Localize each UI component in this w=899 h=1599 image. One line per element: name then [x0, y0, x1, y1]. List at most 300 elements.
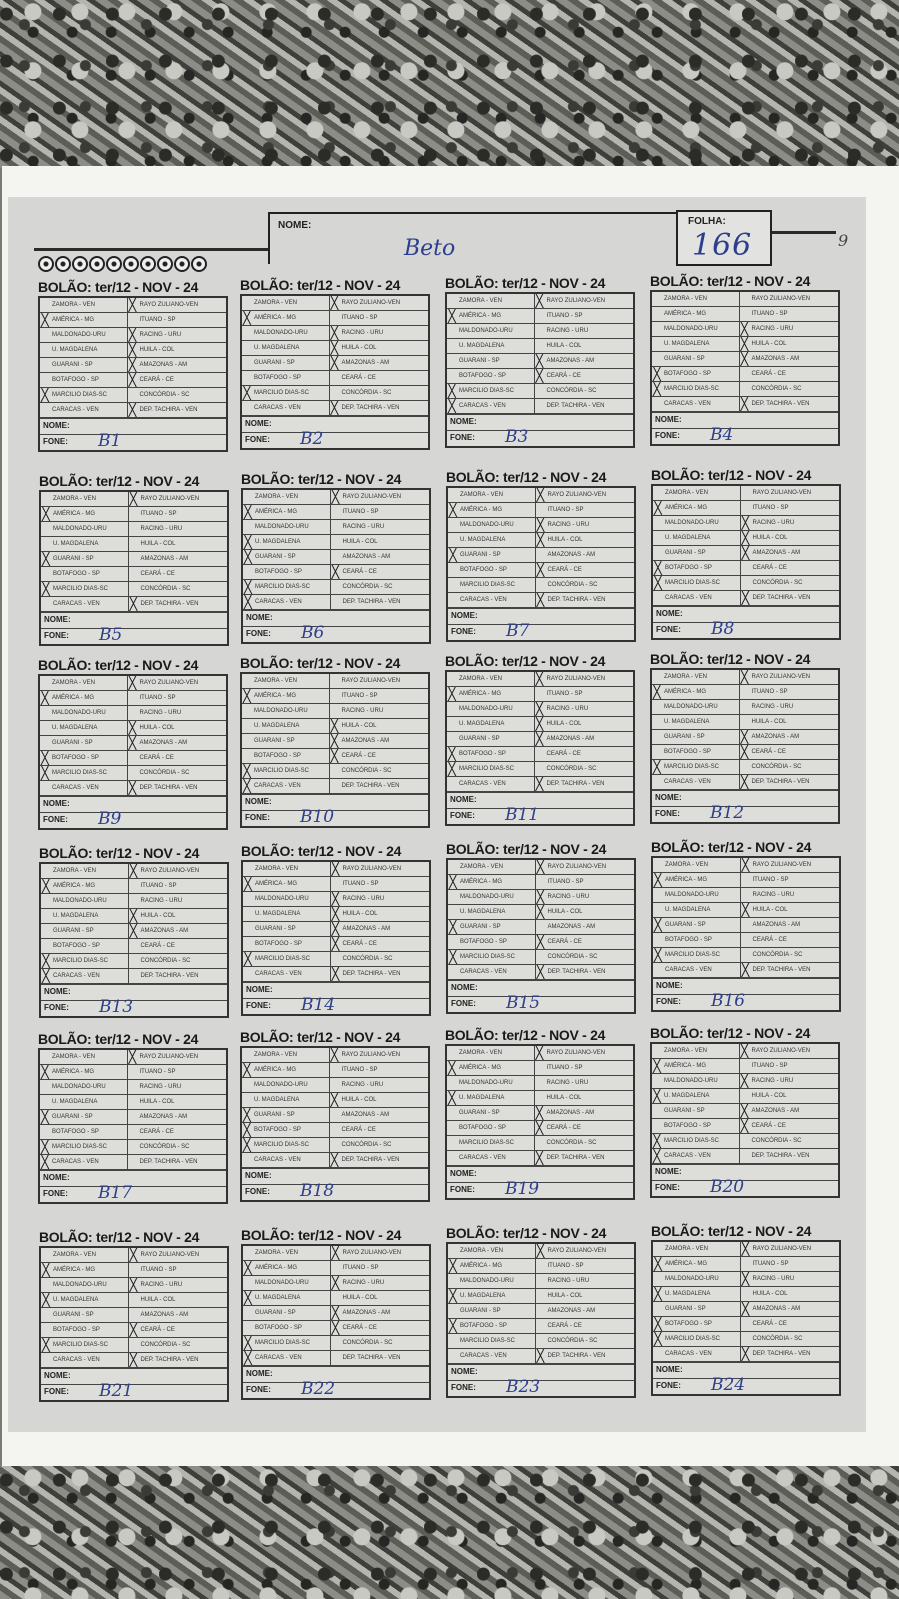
home-team-option[interactable] — [41, 894, 129, 909]
away-team-option[interactable] — [535, 354, 634, 369]
away-team-option[interactable] — [740, 1119, 839, 1134]
card-phone-field[interactable] — [41, 625, 227, 645]
home-team-option[interactable] — [242, 296, 330, 311]
home-team-option[interactable] — [447, 777, 535, 792]
home-team-option[interactable] — [448, 518, 536, 533]
card-name-field[interactable] — [447, 414, 633, 430]
away-team-option[interactable] — [740, 715, 839, 730]
card-phone-field[interactable] — [242, 429, 428, 449]
home-team-option[interactable] — [40, 373, 128, 388]
card-phone-field[interactable] — [653, 991, 839, 1011]
card-name-field[interactable] — [41, 1368, 227, 1384]
home-team-option[interactable] — [448, 578, 536, 593]
home-team-option[interactable] — [40, 766, 128, 781]
home-team-option[interactable] — [242, 689, 330, 704]
home-team-option[interactable] — [242, 371, 330, 386]
home-team-option[interactable] — [447, 369, 535, 384]
home-team-option[interactable] — [242, 311, 330, 326]
away-team-option[interactable] — [536, 905, 635, 920]
away-team-option[interactable] — [741, 873, 840, 888]
away-team-option[interactable] — [535, 762, 634, 777]
home-team-option[interactable] — [40, 1050, 128, 1065]
home-team-option[interactable] — [653, 1332, 741, 1347]
card-name-field[interactable] — [652, 412, 838, 428]
away-team-option[interactable] — [741, 858, 840, 873]
home-team-option[interactable] — [243, 1306, 331, 1321]
card-phone-field[interactable] — [447, 1179, 633, 1199]
home-team-option[interactable] — [41, 1263, 129, 1278]
home-team-option[interactable] — [447, 672, 535, 687]
card-name-field[interactable] — [41, 612, 227, 628]
card-phone-field[interactable] — [242, 807, 428, 827]
away-team-option[interactable] — [741, 561, 840, 576]
away-team-option[interactable] — [741, 1242, 840, 1257]
away-team-option[interactable] — [741, 576, 840, 591]
home-team-option[interactable] — [40, 358, 128, 373]
away-team-option[interactable] — [536, 965, 635, 980]
away-team-option[interactable] — [129, 1293, 228, 1308]
away-team-option[interactable] — [330, 326, 429, 341]
away-team-option[interactable] — [330, 311, 429, 326]
away-team-option[interactable] — [129, 537, 228, 552]
home-team-option[interactable] — [41, 954, 129, 969]
home-team-option[interactable] — [41, 1278, 129, 1293]
away-team-option[interactable] — [536, 593, 635, 608]
home-team-option[interactable] — [243, 967, 331, 982]
card-phone-field[interactable] — [448, 621, 634, 641]
away-team-option[interactable] — [129, 1338, 228, 1353]
card-phone-field[interactable] — [40, 431, 226, 451]
away-team-option[interactable] — [128, 1050, 227, 1065]
away-team-option[interactable] — [331, 862, 430, 877]
away-team-option[interactable] — [740, 700, 839, 715]
home-team-option[interactable] — [40, 403, 128, 418]
home-team-option[interactable] — [41, 492, 129, 507]
home-team-option[interactable] — [448, 1334, 536, 1349]
away-team-option[interactable] — [128, 373, 227, 388]
away-team-option[interactable] — [128, 343, 227, 358]
home-team-option[interactable] — [41, 597, 129, 612]
home-team-option[interactable] — [448, 1244, 536, 1259]
away-team-option[interactable] — [740, 1149, 839, 1164]
away-team-option[interactable] — [536, 548, 635, 563]
home-team-option[interactable] — [652, 1059, 740, 1074]
home-team-option[interactable] — [40, 1065, 128, 1080]
home-team-option[interactable] — [448, 563, 536, 578]
away-team-option[interactable] — [129, 864, 228, 879]
away-team-option[interactable] — [129, 1353, 228, 1368]
home-team-option[interactable] — [652, 337, 740, 352]
away-team-option[interactable] — [331, 1321, 430, 1336]
card-name-field[interactable] — [243, 1366, 429, 1382]
away-team-option[interactable] — [536, 935, 635, 950]
away-team-option[interactable] — [740, 397, 839, 412]
card-name-field[interactable] — [448, 1364, 634, 1380]
away-team-option[interactable] — [330, 1078, 429, 1093]
home-team-option[interactable] — [652, 745, 740, 760]
home-team-option[interactable] — [447, 717, 535, 732]
home-team-option[interactable] — [242, 1108, 330, 1123]
home-team-option[interactable] — [242, 1123, 330, 1138]
away-team-option[interactable] — [129, 1248, 228, 1263]
away-team-option[interactable] — [535, 294, 634, 309]
card-name-field[interactable] — [40, 418, 226, 434]
away-team-option[interactable] — [741, 516, 840, 531]
home-team-option[interactable] — [652, 775, 740, 790]
away-team-option[interactable] — [129, 522, 228, 537]
away-team-option[interactable] — [740, 1134, 839, 1149]
home-team-option[interactable] — [447, 732, 535, 747]
away-team-option[interactable] — [330, 1093, 429, 1108]
away-team-option[interactable] — [331, 907, 430, 922]
home-team-option[interactable] — [653, 546, 741, 561]
away-team-option[interactable] — [331, 595, 430, 610]
home-team-option[interactable] — [653, 1317, 741, 1332]
away-team-option[interactable] — [535, 1076, 634, 1091]
away-team-option[interactable] — [535, 339, 634, 354]
home-team-option[interactable] — [448, 1319, 536, 1334]
away-team-option[interactable] — [331, 967, 430, 982]
away-team-option[interactable] — [331, 1291, 430, 1306]
home-team-option[interactable] — [447, 1151, 535, 1166]
home-team-option[interactable] — [41, 522, 129, 537]
home-team-option[interactable] — [447, 399, 535, 414]
home-team-option[interactable] — [242, 401, 330, 416]
home-team-option[interactable] — [448, 965, 536, 980]
home-team-option[interactable] — [652, 715, 740, 730]
home-team-option[interactable] — [653, 1287, 741, 1302]
home-team-option[interactable] — [243, 1351, 331, 1366]
away-team-option[interactable] — [128, 736, 227, 751]
away-team-option[interactable] — [330, 1123, 429, 1138]
home-team-option[interactable] — [448, 905, 536, 920]
away-team-option[interactable] — [740, 1044, 839, 1059]
away-team-option[interactable] — [330, 764, 429, 779]
home-team-option[interactable] — [243, 907, 331, 922]
away-team-option[interactable] — [128, 766, 227, 781]
away-team-option[interactable] — [740, 775, 839, 790]
away-team-option[interactable] — [128, 313, 227, 328]
home-team-option[interactable] — [447, 384, 535, 399]
home-team-option[interactable] — [652, 700, 740, 715]
home-team-option[interactable] — [447, 747, 535, 762]
home-team-option[interactable] — [653, 561, 741, 576]
home-team-option[interactable] — [41, 864, 129, 879]
home-team-option[interactable] — [653, 963, 741, 978]
home-team-option[interactable] — [242, 764, 330, 779]
away-team-option[interactable] — [129, 1308, 228, 1323]
home-team-option[interactable] — [448, 860, 536, 875]
home-team-option[interactable] — [448, 593, 536, 608]
away-team-option[interactable] — [536, 488, 635, 503]
home-team-option[interactable] — [243, 877, 331, 892]
away-team-option[interactable] — [331, 1336, 430, 1351]
away-team-option[interactable] — [536, 518, 635, 533]
away-team-option[interactable] — [128, 403, 227, 418]
home-team-option[interactable] — [653, 516, 741, 531]
home-team-option[interactable] — [243, 490, 331, 505]
home-team-option[interactable] — [652, 1074, 740, 1089]
away-team-option[interactable] — [129, 894, 228, 909]
home-team-option[interactable] — [40, 313, 128, 328]
away-team-option[interactable] — [536, 1304, 635, 1319]
away-team-option[interactable] — [331, 1306, 430, 1321]
home-team-option[interactable] — [40, 1080, 128, 1095]
home-team-option[interactable] — [448, 1289, 536, 1304]
home-team-option[interactable] — [243, 520, 331, 535]
away-team-option[interactable] — [331, 565, 430, 580]
card-name-field[interactable] — [653, 606, 839, 622]
home-team-option[interactable] — [653, 501, 741, 516]
home-team-option[interactable] — [40, 781, 128, 796]
away-team-option[interactable] — [330, 341, 429, 356]
home-team-option[interactable] — [447, 339, 535, 354]
home-team-option[interactable] — [41, 909, 129, 924]
away-team-option[interactable] — [741, 1272, 840, 1287]
home-team-option[interactable] — [40, 691, 128, 706]
home-team-option[interactable] — [448, 1274, 536, 1289]
away-team-option[interactable] — [128, 721, 227, 736]
card-phone-field[interactable] — [243, 995, 429, 1015]
away-team-option[interactable] — [331, 505, 430, 520]
home-team-option[interactable] — [40, 751, 128, 766]
card-name-field[interactable] — [653, 978, 839, 994]
away-team-option[interactable] — [331, 952, 430, 967]
away-team-option[interactable] — [536, 1274, 635, 1289]
home-team-option[interactable] — [652, 1089, 740, 1104]
card-name-field[interactable] — [652, 1164, 838, 1180]
home-team-option[interactable] — [653, 1302, 741, 1317]
card-name-field[interactable] — [243, 610, 429, 626]
home-team-option[interactable] — [652, 760, 740, 775]
away-team-option[interactable] — [740, 307, 839, 322]
away-team-option[interactable] — [330, 704, 429, 719]
away-team-option[interactable] — [741, 963, 840, 978]
away-team-option[interactable] — [536, 890, 635, 905]
away-team-option[interactable] — [330, 1048, 429, 1063]
home-team-option[interactable] — [652, 382, 740, 397]
home-team-option[interactable] — [653, 531, 741, 546]
away-team-option[interactable] — [535, 1136, 634, 1151]
away-team-option[interactable] — [741, 546, 840, 561]
home-team-option[interactable] — [652, 352, 740, 367]
away-team-option[interactable] — [129, 507, 228, 522]
home-team-option[interactable] — [652, 397, 740, 412]
home-team-option[interactable] — [242, 779, 330, 794]
card-phone-field[interactable] — [448, 993, 634, 1013]
home-team-option[interactable] — [242, 719, 330, 734]
away-team-option[interactable] — [331, 580, 430, 595]
home-team-option[interactable] — [41, 1248, 129, 1263]
home-team-option[interactable] — [40, 1155, 128, 1170]
home-team-option[interactable] — [41, 567, 129, 582]
away-team-option[interactable] — [330, 674, 429, 689]
home-team-option[interactable] — [653, 888, 741, 903]
home-team-option[interactable] — [40, 343, 128, 358]
card-name-field[interactable] — [242, 794, 428, 810]
home-team-option[interactable] — [447, 1061, 535, 1076]
card-phone-field[interactable] — [243, 1379, 429, 1399]
home-team-option[interactable] — [447, 309, 535, 324]
home-team-option[interactable] — [243, 952, 331, 967]
away-team-option[interactable] — [331, 520, 430, 535]
away-team-option[interactable] — [741, 918, 840, 933]
card-name-field[interactable] — [448, 980, 634, 996]
away-team-option[interactable] — [128, 706, 227, 721]
home-team-option[interactable] — [242, 1048, 330, 1063]
away-team-option[interactable] — [331, 922, 430, 937]
home-team-option[interactable] — [653, 873, 741, 888]
card-name-field[interactable] — [242, 416, 428, 432]
card-phone-field[interactable] — [40, 1183, 226, 1203]
away-team-option[interactable] — [128, 1095, 227, 1110]
away-team-option[interactable] — [129, 939, 228, 954]
away-team-option[interactable] — [331, 535, 430, 550]
home-team-option[interactable] — [652, 730, 740, 745]
away-team-option[interactable] — [535, 384, 634, 399]
away-team-option[interactable] — [740, 1074, 839, 1089]
away-team-option[interactable] — [741, 591, 840, 606]
away-team-option[interactable] — [331, 490, 430, 505]
home-team-option[interactable] — [448, 890, 536, 905]
home-team-option[interactable] — [447, 1106, 535, 1121]
home-team-option[interactable] — [652, 292, 740, 307]
home-team-option[interactable] — [653, 948, 741, 963]
away-team-option[interactable] — [740, 352, 839, 367]
home-team-option[interactable] — [448, 503, 536, 518]
away-team-option[interactable] — [331, 937, 430, 952]
card-phone-field[interactable] — [653, 619, 839, 639]
away-team-option[interactable] — [128, 298, 227, 313]
home-team-option[interactable] — [242, 356, 330, 371]
home-team-option[interactable] — [40, 736, 128, 751]
home-team-option[interactable] — [653, 1242, 741, 1257]
away-team-option[interactable] — [128, 328, 227, 343]
away-team-option[interactable] — [536, 875, 635, 890]
home-team-option[interactable] — [448, 1349, 536, 1364]
away-team-option[interactable] — [330, 1063, 429, 1078]
away-team-option[interactable] — [129, 582, 228, 597]
away-team-option[interactable] — [129, 954, 228, 969]
home-team-option[interactable] — [41, 582, 129, 597]
away-team-option[interactable] — [536, 860, 635, 875]
home-team-option[interactable] — [448, 875, 536, 890]
away-team-option[interactable] — [330, 386, 429, 401]
away-team-option[interactable] — [740, 367, 839, 382]
away-team-option[interactable] — [128, 751, 227, 766]
away-team-option[interactable] — [741, 1332, 840, 1347]
away-team-option[interactable] — [740, 760, 839, 775]
away-team-option[interactable] — [741, 1257, 840, 1272]
home-team-option[interactable] — [243, 535, 331, 550]
away-team-option[interactable] — [535, 1121, 634, 1136]
home-team-option[interactable] — [242, 341, 330, 356]
away-team-option[interactable] — [741, 531, 840, 546]
home-team-option[interactable] — [41, 507, 129, 522]
home-team-option[interactable] — [40, 1125, 128, 1140]
home-team-option[interactable] — [243, 550, 331, 565]
card-phone-field[interactable] — [242, 1181, 428, 1201]
home-team-option[interactable] — [40, 676, 128, 691]
away-team-option[interactable] — [331, 1276, 430, 1291]
away-team-option[interactable] — [740, 1104, 839, 1119]
away-team-option[interactable] — [740, 745, 839, 760]
away-team-option[interactable] — [535, 672, 634, 687]
home-team-option[interactable] — [653, 1347, 741, 1362]
away-team-option[interactable] — [740, 1089, 839, 1104]
home-team-option[interactable] — [242, 1063, 330, 1078]
away-team-option[interactable] — [129, 969, 228, 984]
away-team-option[interactable] — [128, 388, 227, 403]
home-team-option[interactable] — [243, 892, 331, 907]
home-team-option[interactable] — [40, 328, 128, 343]
home-team-option[interactable] — [652, 670, 740, 685]
away-team-option[interactable] — [129, 879, 228, 894]
away-team-option[interactable] — [740, 1059, 839, 1074]
home-team-option[interactable] — [653, 933, 741, 948]
home-team-option[interactable] — [243, 505, 331, 520]
card-name-field[interactable] — [243, 982, 429, 998]
away-team-option[interactable] — [535, 324, 634, 339]
home-team-option[interactable] — [242, 734, 330, 749]
home-team-option[interactable] — [447, 1076, 535, 1091]
home-team-option[interactable] — [41, 939, 129, 954]
away-team-option[interactable] — [741, 1302, 840, 1317]
away-team-option[interactable] — [740, 322, 839, 337]
away-team-option[interactable] — [330, 779, 429, 794]
away-team-option[interactable] — [741, 1287, 840, 1302]
away-team-option[interactable] — [536, 563, 635, 578]
home-team-option[interactable] — [243, 1276, 331, 1291]
away-team-option[interactable] — [128, 1155, 227, 1170]
away-team-option[interactable] — [128, 1080, 227, 1095]
away-team-option[interactable] — [128, 1065, 227, 1080]
home-team-option[interactable] — [242, 674, 330, 689]
home-team-option[interactable] — [243, 1336, 331, 1351]
away-team-option[interactable] — [330, 749, 429, 764]
home-team-option[interactable] — [447, 1121, 535, 1136]
home-team-option[interactable] — [40, 298, 128, 313]
home-team-option[interactable] — [242, 1093, 330, 1108]
home-team-option[interactable] — [448, 488, 536, 503]
home-team-option[interactable] — [243, 1321, 331, 1336]
away-team-option[interactable] — [740, 382, 839, 397]
home-team-option[interactable] — [242, 1153, 330, 1168]
home-team-option[interactable] — [41, 969, 129, 984]
home-team-option[interactable] — [653, 576, 741, 591]
away-team-option[interactable] — [535, 747, 634, 762]
away-team-option[interactable] — [536, 920, 635, 935]
home-team-option[interactable] — [653, 903, 741, 918]
away-team-option[interactable] — [128, 691, 227, 706]
card-name-field[interactable] — [40, 1170, 226, 1186]
home-team-option[interactable] — [242, 749, 330, 764]
card-phone-field[interactable] — [41, 1381, 227, 1401]
home-team-option[interactable] — [41, 537, 129, 552]
away-team-option[interactable] — [535, 717, 634, 732]
away-team-option[interactable] — [535, 1106, 634, 1121]
home-team-option[interactable] — [447, 687, 535, 702]
home-team-option[interactable] — [652, 1104, 740, 1119]
card-phone-field[interactable] — [447, 427, 633, 447]
home-team-option[interactable] — [41, 1338, 129, 1353]
home-team-option[interactable] — [243, 1246, 331, 1261]
home-team-option[interactable] — [40, 721, 128, 736]
away-team-option[interactable] — [535, 1061, 634, 1076]
away-team-option[interactable] — [536, 950, 635, 965]
away-team-option[interactable] — [129, 924, 228, 939]
home-team-option[interactable] — [447, 1046, 535, 1061]
